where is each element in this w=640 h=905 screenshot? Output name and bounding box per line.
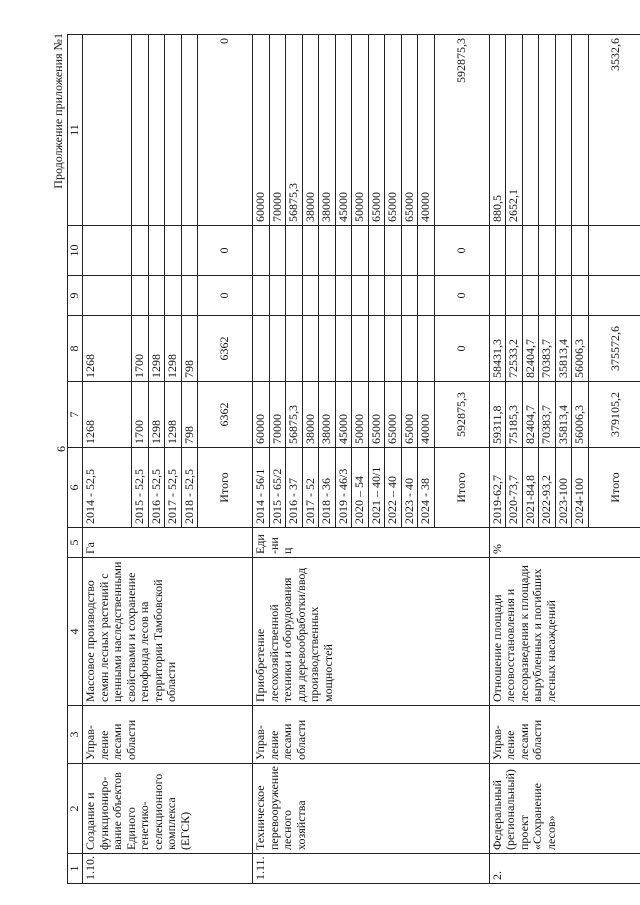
col8-cell	[352, 316, 369, 382]
col11-cell	[181, 35, 198, 226]
col11-cell: 60000	[253, 35, 270, 226]
indicator: Приобретение лесохозяйственной техники и оборудования для деревообработки/ввод производственных мощностей	[253, 558, 490, 706]
col10-cell	[181, 226, 198, 276]
col8-cell: 1268	[83, 316, 132, 382]
year-target-cell: 2022-93,2	[539, 448, 556, 528]
col11-cell	[132, 35, 149, 226]
total-value	[588, 226, 640, 276]
col8-cell: 72533,2	[506, 316, 523, 382]
col8-cell	[401, 316, 418, 382]
column-header: 6	[68, 448, 83, 528]
col8-cell: 1298	[165, 316, 182, 382]
page-number: 6	[54, 446, 68, 452]
col8-cell	[302, 316, 319, 382]
year-target-cell: 2014 - 52,5	[83, 448, 132, 528]
rotated-page	[52, 33, 637, 888]
col8-cell	[335, 316, 352, 382]
col9-cell	[253, 276, 270, 316]
column-header: 7	[68, 382, 83, 448]
col11-cell: 50000	[352, 35, 369, 226]
col10-cell	[489, 226, 506, 276]
total-funding-cell: 40000	[418, 382, 435, 448]
year-target-cell: 2017 - 52	[302, 448, 319, 528]
col11-cell: 880,5	[489, 35, 506, 226]
total-funding-cell: 56006,3	[572, 382, 589, 448]
col11-cell: 70000	[269, 35, 286, 226]
year-target-cell: 2024 - 38	[418, 448, 435, 528]
col10-cell	[401, 226, 418, 276]
col11-cell	[165, 35, 182, 226]
total-funding-cell: 65000	[401, 382, 418, 448]
column-header: 5	[68, 528, 83, 558]
header-row	[68, 35, 83, 884]
col10-cell	[165, 226, 182, 276]
col9-cell	[401, 276, 418, 316]
col10-cell	[418, 226, 435, 276]
item-number: 1.10.	[83, 854, 253, 884]
col8-cell: 1700	[132, 316, 149, 382]
col9-cell	[319, 276, 336, 316]
col9-cell	[286, 276, 303, 316]
col10-cell	[319, 226, 336, 276]
total-label: Итого	[588, 448, 640, 528]
unit: Га	[83, 528, 253, 558]
col8-cell	[319, 316, 336, 382]
year-target-cell: 2021 – 40/1	[368, 448, 385, 528]
col9-cell	[418, 276, 435, 316]
unit: Еди-ниц	[253, 528, 490, 558]
event-name: Федеральный (региональный) проект «Сохранение лесов»	[489, 764, 640, 854]
total-funding-cell: 65000	[385, 382, 402, 448]
col10-cell	[253, 226, 270, 276]
col10-cell	[572, 226, 589, 276]
item-number: 1.11.	[253, 854, 490, 884]
total-funding-cell: 38000	[319, 382, 336, 448]
col10-cell	[555, 226, 572, 276]
col11-cell	[522, 35, 539, 226]
col9-cell	[539, 276, 556, 316]
col10-cell	[335, 226, 352, 276]
col9-cell	[385, 276, 402, 316]
col9-cell	[302, 276, 319, 316]
year-target-cell: 2022 – 40	[385, 448, 402, 528]
column-header: 9	[68, 276, 83, 316]
col8-cell	[269, 316, 286, 382]
total-value: 0	[434, 226, 489, 276]
total-funding-cell: 60000	[253, 382, 270, 448]
col9-cell	[335, 276, 352, 316]
total-value: 6362	[198, 382, 253, 448]
col8-cell: 82404,7	[522, 316, 539, 382]
col11-cell: 65000	[385, 35, 402, 226]
col10-cell	[539, 226, 556, 276]
total-funding-cell: 45000	[335, 382, 352, 448]
col9-cell	[165, 276, 182, 316]
total-value: 379105,2	[588, 382, 640, 448]
total-funding-cell: 65000	[368, 382, 385, 448]
year-target-cell: 2018 - 36	[319, 448, 336, 528]
col9-cell	[132, 276, 149, 316]
col9-cell	[522, 276, 539, 316]
year-target-cell: 2019-62,7	[489, 448, 506, 528]
col9-cell	[148, 276, 165, 316]
executor: Управ-ление лесами области	[83, 706, 253, 764]
column-header: 2	[68, 764, 83, 854]
column-header: 11	[68, 35, 83, 226]
col11-cell: 40000	[418, 35, 435, 226]
col8-cell	[253, 316, 270, 382]
col11-cell	[555, 35, 572, 226]
year-target-cell: 2019 - 46/3	[335, 448, 352, 528]
total-funding-cell: 70000	[269, 382, 286, 448]
col10-cell	[302, 226, 319, 276]
year-target-cell: 2020-73,7	[506, 448, 523, 528]
unit: %	[489, 528, 640, 558]
total-value: 0	[198, 35, 253, 226]
col8-cell	[368, 316, 385, 382]
column-header: 10	[68, 226, 83, 276]
item-number: 2.	[489, 854, 640, 884]
table-row	[253, 35, 270, 884]
col8-cell: 70383,7	[539, 316, 556, 382]
year-target-cell: 2015 - 52,5	[132, 448, 149, 528]
year-target-cell: 2016 - 52,5	[148, 448, 165, 528]
col11-cell: 2652,1	[506, 35, 523, 226]
year-target-cell: 2021-84,8	[522, 448, 539, 528]
col11-cell: 38000	[302, 35, 319, 226]
indicator: Массовое производство семян лесных растений с ценными наследственными свойствами и сохранение генофонда лесов на территории Тамбовской области	[83, 558, 253, 706]
total-label: Итого	[198, 448, 253, 528]
col10-cell	[522, 226, 539, 276]
total-value: 0	[434, 276, 489, 316]
col11-cell: 56875,3	[286, 35, 303, 226]
col11-cell: 65000	[401, 35, 418, 226]
col11-cell	[572, 35, 589, 226]
total-funding-cell: 59311,8	[489, 382, 506, 448]
continuation-label: Продолжение приложения №1	[51, 33, 65, 189]
total-funding-cell: 1298	[148, 382, 165, 448]
col10-cell	[83, 226, 132, 276]
column-header: 4	[68, 558, 83, 706]
col8-cell	[385, 316, 402, 382]
event-name: Создание и функциониро-вание объектов Единого генетико-селекционного комплекса (ЕГСК)	[83, 764, 253, 854]
total-funding-cell: 1268	[83, 382, 132, 448]
col9-cell	[555, 276, 572, 316]
total-funding-cell: 798	[181, 382, 198, 448]
col10-cell	[132, 226, 149, 276]
col11-cell: 45000	[335, 35, 352, 226]
total-value: 592875,3	[434, 382, 489, 448]
col9-cell	[83, 276, 132, 316]
col10-cell	[148, 226, 165, 276]
total-funding-cell: 70383,7	[539, 382, 556, 448]
col11-cell: 65000	[368, 35, 385, 226]
col8-cell: 798	[181, 316, 198, 382]
col8-cell: 58431,3	[489, 316, 506, 382]
total-value	[588, 276, 640, 316]
col11-cell	[539, 35, 556, 226]
col9-cell	[269, 276, 286, 316]
total-value: 0	[434, 316, 489, 382]
total-value: 6362	[198, 316, 253, 382]
col9-cell	[572, 276, 589, 316]
executor: Управ-ление лесами области	[489, 706, 640, 764]
col11-cell: 38000	[319, 35, 336, 226]
total-value: 0	[198, 276, 253, 316]
col10-cell	[506, 226, 523, 276]
col9-cell	[368, 276, 385, 316]
total-value: 375572,6	[588, 316, 640, 382]
total-label: Итого	[434, 448, 489, 528]
col8-cell	[418, 316, 435, 382]
col11-cell	[148, 35, 165, 226]
col8-cell: 1298	[148, 316, 165, 382]
total-funding-cell: 1298	[165, 382, 182, 448]
col8-cell	[286, 316, 303, 382]
year-target-cell: 2017 - 52,5	[165, 448, 182, 528]
column-header: 3	[68, 706, 83, 764]
col8-cell: 56006,3	[572, 316, 589, 382]
col9-cell	[181, 276, 198, 316]
col9-cell	[489, 276, 506, 316]
indicator: Отношение площади лесовосстановления и лесоразведения к площади вырубленных и погибших лесных насаждений	[489, 558, 640, 706]
program-table	[67, 34, 640, 884]
year-target-cell: 2018 - 52,5	[181, 448, 198, 528]
total-funding-cell: 75185,3	[506, 382, 523, 448]
column-header: 1	[68, 854, 83, 884]
col9-cell	[352, 276, 369, 316]
event-name: Техническое перевооружение лесного хозяйства	[253, 764, 490, 854]
executor: Управ-ление лесами области	[253, 706, 490, 764]
year-target-cell: 2023 - 40	[401, 448, 418, 528]
total-funding-cell: 56875,3	[286, 382, 303, 448]
column-header: 8	[68, 316, 83, 382]
table-row	[83, 35, 132, 884]
year-target-cell: 2016 - 37	[286, 448, 303, 528]
total-value: 3532,6	[588, 35, 640, 226]
col10-cell	[352, 226, 369, 276]
col11-cell	[83, 35, 132, 226]
col10-cell	[269, 226, 286, 276]
total-funding-cell: 35813,4	[555, 382, 572, 448]
year-target-cell: 2024-100	[572, 448, 589, 528]
col9-cell	[506, 276, 523, 316]
year-target-cell: 2015 - 65/2	[269, 448, 286, 528]
year-target-cell: 2020 – 54	[352, 448, 369, 528]
col10-cell	[286, 226, 303, 276]
year-target-cell: 2023-100	[555, 448, 572, 528]
total-value: 592875,3	[434, 35, 489, 226]
total-funding-cell: 50000	[352, 382, 369, 448]
total-value: 0	[198, 226, 253, 276]
total-funding-cell: 38000	[302, 382, 319, 448]
year-target-cell: 2014 - 56/1	[253, 448, 270, 528]
col10-cell	[368, 226, 385, 276]
total-funding-cell: 1700	[132, 382, 149, 448]
total-funding-cell: 82404,7	[522, 382, 539, 448]
table-row	[489, 35, 506, 884]
col8-cell: 35813,4	[555, 316, 572, 382]
col10-cell	[385, 226, 402, 276]
